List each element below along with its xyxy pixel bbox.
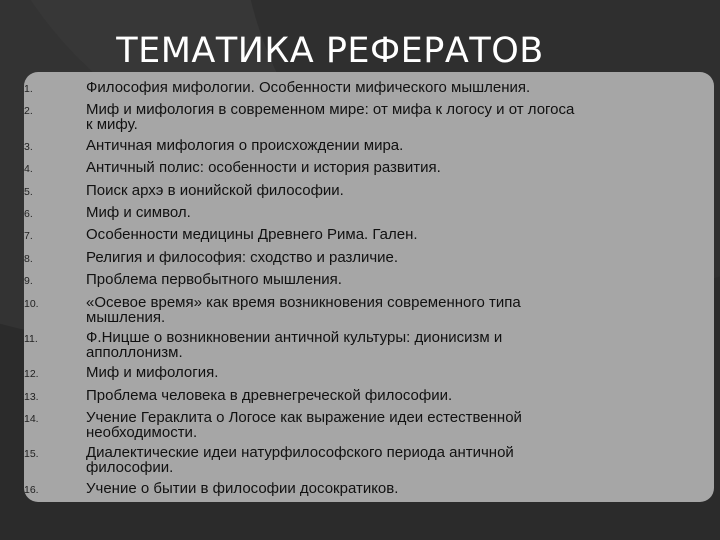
list-item	[24, 365, 584, 382]
item-text: Античная мифология о происхождении мира.	[86, 136, 404, 154]
item-number: 4.	[24, 163, 33, 176]
item-text: Античный полис: особенности и история развития.	[86, 159, 441, 177]
item-text: Проблема человека в древнегреческой философии.	[86, 386, 453, 404]
list-item	[24, 330, 584, 360]
item-text: Учение Гераклита о Логосе как выражение идеи естественной необходимости.	[86, 409, 522, 442]
item-number: 13.	[24, 390, 39, 403]
item-text: Философия мифологии. Особенности мифического мышления.	[86, 79, 531, 96]
list-item	[24, 388, 584, 405]
item-number: 11.	[24, 332, 38, 345]
list-item	[24, 160, 584, 177]
item-number: 16.	[24, 483, 39, 496]
item-number: 9.	[24, 275, 33, 288]
list-item	[24, 410, 584, 440]
item-text: Поиск архэ в ионийской философии.	[86, 181, 344, 199]
item-number: 10.	[24, 297, 39, 310]
item-number: 2.	[24, 105, 33, 118]
list-item	[24, 102, 584, 132]
list-item	[24, 445, 584, 475]
item-number: 3.	[24, 140, 33, 153]
item-text: Диалектические идеи натурфилософского периода античной философии.	[86, 444, 514, 477]
slide-title: ТЕМАТИКА РЕФЕРАТОВ	[116, 31, 544, 72]
item-number: 14.	[24, 413, 39, 426]
item-text: Религия и философия: сходство и различие.	[86, 248, 399, 266]
item-text: Особенности медицины Древнего Рима. Гален.	[86, 226, 418, 244]
list-item	[24, 138, 584, 155]
item-number: 8.	[24, 252, 33, 265]
topic-list	[24, 80, 584, 503]
item-text: «Осевое время» как время возникновения современного типа мышления.	[86, 293, 521, 326]
item-text: Миф и мифология.	[86, 364, 219, 382]
list-item	[24, 80, 584, 97]
item-text: Миф и символ.	[86, 203, 191, 221]
list-item	[24, 227, 584, 244]
list-item	[24, 250, 584, 267]
item-number: 12.	[24, 368, 39, 381]
list-item	[24, 272, 584, 289]
item-text: Ф.Ницше о возникновении античной культуры: дионисизм и апполлонизм.	[86, 328, 503, 361]
item-text: Учение о бытии в философии досократиков.	[86, 479, 399, 497]
list-item	[24, 183, 584, 200]
item-text: Миф и мифология в современном мире: от мифа к логосу и от логоса к мифу.	[86, 101, 575, 134]
item-text: Проблема первобытного мышления.	[86, 271, 342, 289]
item-number: 1.	[24, 83, 33, 95]
item-number: 15.	[24, 448, 39, 461]
list-item	[24, 205, 584, 222]
list-item	[24, 481, 584, 498]
item-number: 7.	[24, 230, 33, 243]
item-number: 6.	[24, 207, 33, 220]
list-item	[24, 295, 584, 325]
item-number: 5.	[24, 185, 33, 198]
